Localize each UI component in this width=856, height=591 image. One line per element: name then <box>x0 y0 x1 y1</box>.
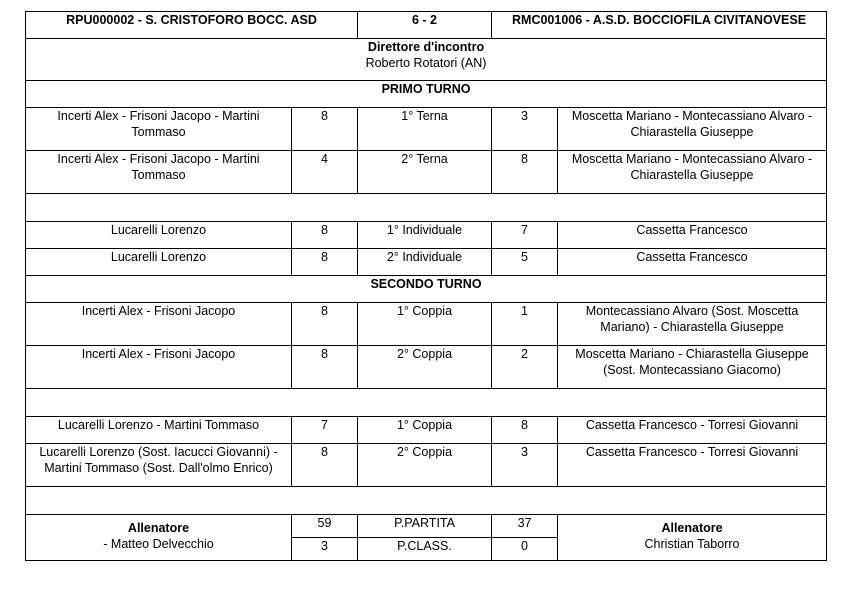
away-match-points: 37 <box>492 515 558 538</box>
game-type: 2° Coppia <box>358 444 492 487</box>
away-score: 3 <box>492 108 558 151</box>
match-row <box>26 249 827 276</box>
second-turn-row <box>26 276 827 303</box>
header-row <box>26 12 827 39</box>
home-players: Lucarelli Lorenzo <box>26 222 292 249</box>
home-players: Lucarelli Lorenzo - Martini Tommaso <box>26 417 292 444</box>
home-players: Incerti Alex - Frisoni Jacopo - Martini Tommaso <box>26 151 292 194</box>
away-score: 2 <box>492 346 558 389</box>
home-players: Incerti Alex - Frisoni Jacopo <box>26 346 292 389</box>
away-score: 1 <box>492 303 558 346</box>
match-row <box>26 151 827 194</box>
spacer-row <box>26 389 827 417</box>
away-coach-cell <box>558 515 827 561</box>
home-match-points: 59 <box>292 515 358 538</box>
match-row <box>26 444 827 487</box>
spacer-cell <box>26 487 827 515</box>
away-players: Moscetta Mariano - Chiarastella Giuseppe (Sost. Montecassiano Giacomo) <box>558 346 827 389</box>
home-team-name: RPU000002 - S. CRISTOFORO BOCC. ASD <box>26 12 358 39</box>
spacer-cell <box>26 389 827 417</box>
spacer-row <box>26 194 827 222</box>
away-players: Cassetta Francesco <box>558 249 827 276</box>
second-turn-title: SECONDO TURNO <box>26 276 827 303</box>
final-score: 6 - 2 <box>358 12 492 39</box>
game-type: 2° Coppia <box>358 346 492 389</box>
match-row <box>26 417 827 444</box>
home-score: 8 <box>292 108 358 151</box>
game-type: 1° Coppia <box>358 303 492 346</box>
home-coach-name: - Matteo Delvecchio <box>103 537 214 551</box>
director-name: Roberto Rotatori (AN) <box>365 56 487 70</box>
away-players: Cassetta Francesco <box>558 222 827 249</box>
home-score: 7 <box>292 417 358 444</box>
away-coach-name: Christian Taborro <box>644 537 740 551</box>
home-score: 8 <box>292 222 358 249</box>
home-score: 8 <box>292 303 358 346</box>
home-score: 8 <box>292 346 358 389</box>
spacer-cell <box>26 194 827 222</box>
class-points-label: P.CLASS. <box>358 538 492 561</box>
home-coach-cell <box>26 515 292 561</box>
match-row <box>26 108 827 151</box>
game-type: 1° Individuale <box>358 222 492 249</box>
match-points-label: P.PARTITA <box>358 515 492 538</box>
game-type: 1° Terna <box>358 108 492 151</box>
home-players: Incerti Alex - Frisoni Jacopo - Martini Tommaso <box>26 108 292 151</box>
away-coach-label: Allenatore <box>661 521 723 535</box>
away-score: 8 <box>492 417 558 444</box>
match-points-row <box>26 515 827 538</box>
game-type: 2° Terna <box>358 151 492 194</box>
first-turn-title: PRIMO TURNO <box>26 81 827 108</box>
away-score: 5 <box>492 249 558 276</box>
spacer-row <box>26 487 827 515</box>
away-class-points: 0 <box>492 538 558 561</box>
home-players: Lucarelli Lorenzo <box>26 249 292 276</box>
home-score: 4 <box>292 151 358 194</box>
match-row <box>26 346 827 389</box>
away-score: 3 <box>492 444 558 487</box>
game-type: 2° Individuale <box>358 249 492 276</box>
home-class-points: 3 <box>292 538 358 561</box>
director-row <box>26 39 827 81</box>
away-players: Cassetta Francesco - Torresi Giovanni <box>558 417 827 444</box>
away-players: Montecassiano Alvaro (Sost. Moscetta Mariano) - Chiarastella Giuseppe <box>558 303 827 346</box>
match-report-table <box>25 11 827 561</box>
director-label: Direttore d'incontro <box>367 40 485 54</box>
away-players: Moscetta Mariano - Montecassiano Alvaro - Chiarastella Giuseppe <box>558 151 827 194</box>
away-players: Cassetta Francesco - Torresi Giovanni <box>558 444 827 487</box>
home-players: Incerti Alex - Frisoni Jacopo <box>26 303 292 346</box>
match-row <box>26 222 827 249</box>
home-players: Lucarelli Lorenzo (Sost. Iacucci Giovanni) - Martini Tommaso (Sost. Dall'olmo Enrico) <box>26 444 292 487</box>
away-team-name: RMC001006 - A.S.D. BOCCIOFILA CIVITANOVESE <box>492 12 827 39</box>
game-type: 1° Coppia <box>358 417 492 444</box>
director-cell <box>26 39 827 81</box>
away-score: 8 <box>492 151 558 194</box>
home-score: 8 <box>292 444 358 487</box>
away-score: 7 <box>492 222 558 249</box>
match-row <box>26 303 827 346</box>
home-score: 8 <box>292 249 358 276</box>
away-players: Moscetta Mariano - Montecassiano Alvaro - Chiarastella Giuseppe <box>558 108 827 151</box>
first-turn-row <box>26 81 827 108</box>
home-coach-label: Allenatore <box>127 521 190 535</box>
